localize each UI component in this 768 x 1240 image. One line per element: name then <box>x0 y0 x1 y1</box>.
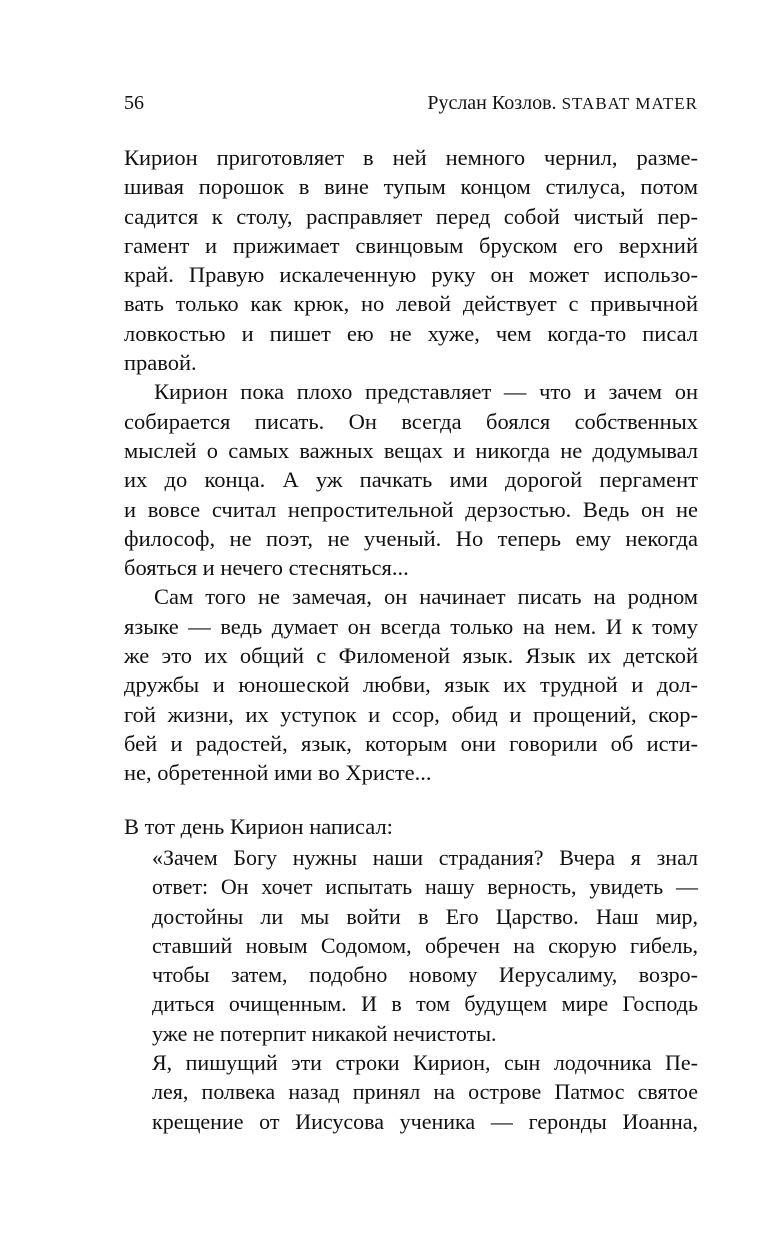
text-line: гамент и прижимает свинцовым бруском его верхний <box>124 232 698 258</box>
text-line: достойны ли мы войти в Его Царство. Наш мир, <box>152 903 698 929</box>
running-head-title: STABAT MATER <box>561 94 698 113</box>
paragraph-2 <box>124 377 698 582</box>
text-line: ловкостью и пишет ею не хуже, чем когда-то писал <box>124 320 698 346</box>
paragraph-1 <box>124 143 698 377</box>
text-line: не, обретенной ими во Христе... <box>124 760 432 786</box>
text-line: собирается писать. Он всегда боялся собственных <box>124 408 698 434</box>
page-header <box>124 92 698 122</box>
text-line: «Зачем Богу нужны наши страдания? Вчера я знал <box>152 845 698 870</box>
text-line: Я, пишущий эти строки Кирион, сын лодочника Пе- <box>152 1050 698 1076</box>
text-line: бей и радостей, язык, которым они говорили об исти- <box>124 730 698 756</box>
text-line: дружбы и юношеской любви, язык их трудной и дол- <box>124 672 698 698</box>
text-line: вать только как крюк, но левой действует с привычной <box>124 291 698 317</box>
text-line: философ, не поэт, не ученый. Но теперь ему некогда <box>124 525 698 551</box>
text-line: и вовсе считал непростительной дерзостью. Ведь он не <box>124 496 698 522</box>
body-text <box>124 143 698 788</box>
text-line: ставший новым Содомом, обречен на скорую гибель, <box>152 932 698 958</box>
paragraph-3 <box>124 582 698 787</box>
text-line: шивая порошок в вине тупым концом стилуса, потом <box>124 174 698 200</box>
text-line: Кирион пока плохо представляет — что и зачем он <box>154 379 698 405</box>
text-line: правой. <box>124 350 197 376</box>
text-line: языке — ведь думает он всегда только на нем. И к тому <box>124 613 698 639</box>
text-line: край. Правую искалеченную руку он может использо- <box>124 262 698 288</box>
text-line: их до конца. А уж пачкать ими дорогой пергамент <box>124 467 698 493</box>
text-line: уже не потерпит никакой нечистоты. <box>152 1020 497 1046</box>
text-line: ответ: Он хочет испытать нашу верность, увидеть — <box>152 874 698 900</box>
text-line: садится к столу, расправляет перед собой чистый пер- <box>124 203 698 229</box>
page-number: 56 <box>124 92 144 114</box>
text-line: бояться и нечего стесняться... <box>124 555 409 581</box>
text-line: чтобы затем, подобно новому Иерусалиму, возро- <box>152 962 698 988</box>
letter-intro: В тот день Кирион написал: <box>124 814 393 839</box>
text-line: мыслей о самых важных вещах и никогда не додумывал <box>124 437 698 463</box>
text-line: диться очищенным. И в том будущем мире Господь <box>152 991 698 1017</box>
text-line: Сам того не замечая, он начинает писать на родном <box>154 584 698 610</box>
running-head-author: Руслан Козлов. <box>427 92 557 114</box>
text-line: Кирион приготовляет в ней немного чернил, разме- <box>124 145 698 170</box>
running-head <box>427 92 698 115</box>
letter-paragraph-1 <box>152 843 698 1048</box>
text-line: лея, полвека назад принял на острове Патмос святое <box>152 1079 698 1105</box>
letter-quote <box>152 843 698 1136</box>
text-line: же это их общий с Филоменой язык. Язык их детской <box>124 643 698 669</box>
text-line: крещение от Иисусова ученика — геронды Иоанна, <box>152 1108 698 1134</box>
text-line: гой жизни, их уступок и ссор, обид и прощений, скор- <box>124 701 698 727</box>
letter-paragraph-2 <box>152 1048 698 1136</box>
